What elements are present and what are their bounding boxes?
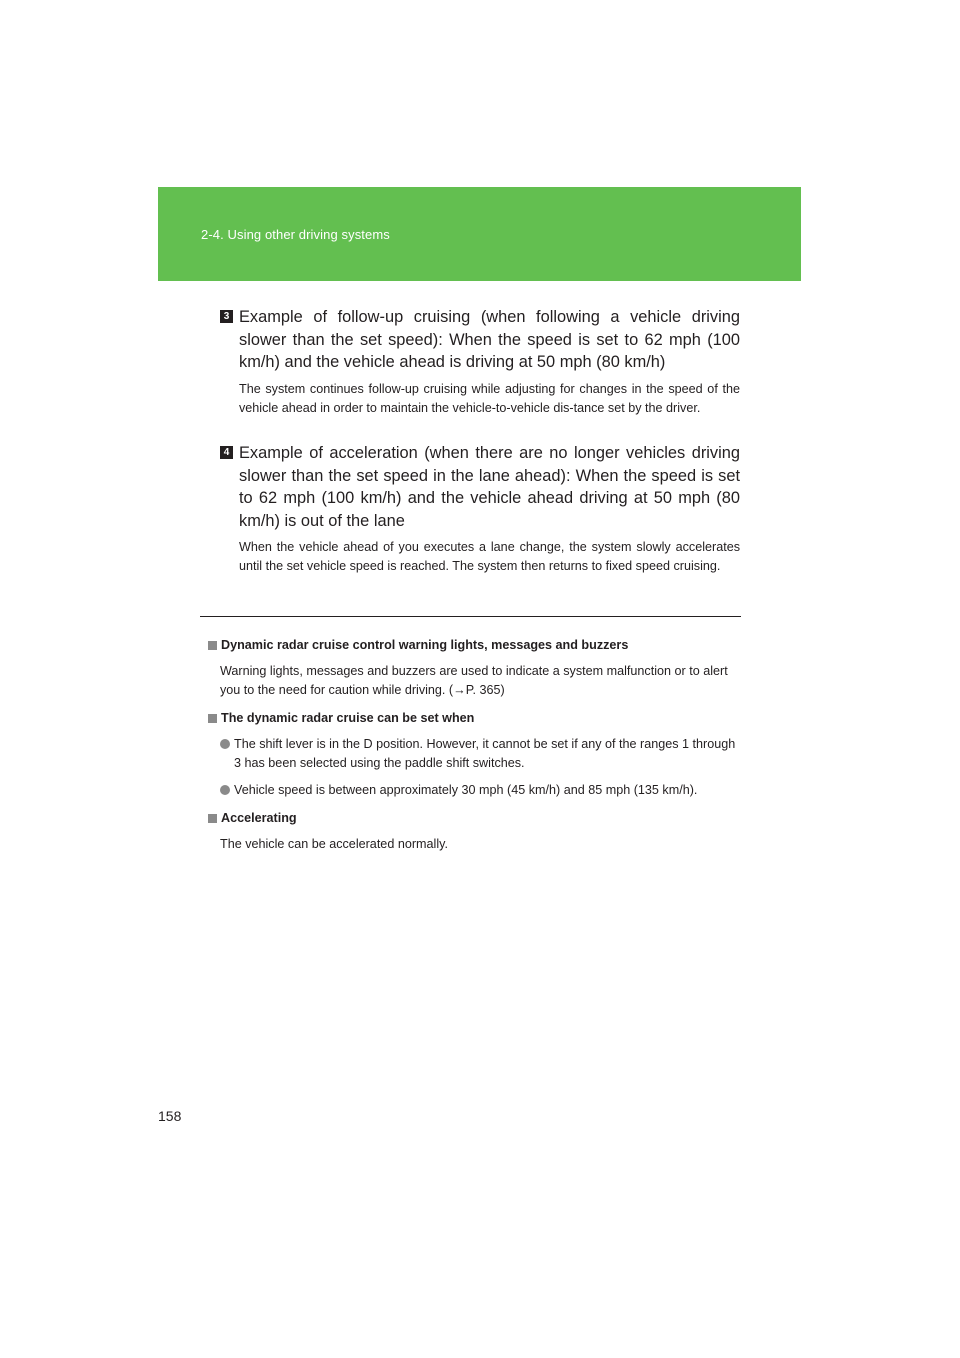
- step-number-badge: 3: [220, 310, 233, 323]
- note-heading: [208, 809, 740, 827]
- list-item: [220, 781, 740, 800]
- example-item-3: [220, 306, 740, 418]
- note-text: The vehicle can be accelerated normally.: [220, 837, 448, 851]
- note-title: The dynamic radar cruise can be set when: [221, 711, 475, 725]
- item-heading: Example of follow-up cruising (when following a vehicle driving slower than the set speed): When the speed is set to 62 mph (100 km/h) and the vehicle ahead is driving at 50 mph (80 km/h): [239, 308, 740, 371]
- item-heading: Example of acceleration (when there are no longer vehicles driving slower than the set speed in the lane ahead): When the speed is set to 62 mph (100 km/h) and the vehicle ahead driving at 50 mph (80 km/h) is out of the lane: [239, 444, 740, 530]
- note-heading: [208, 636, 740, 654]
- section-divider: [200, 616, 741, 617]
- circle-bullet-icon: [220, 785, 230, 795]
- example-item-4: [220, 442, 740, 577]
- item-body: The system continues follow-up cruising while adjusting for changes in the speed of the vehicle ahead in order to maintain the vehicle-to-vehicle dis-tance set by the driver.: [239, 381, 740, 415]
- section-title: 2-4. Using other driving systems: [201, 227, 390, 242]
- item-body: When the vehicle ahead of you executes a lane change, the system slowly accelerates until the set vehicle speed is reached. The system then returns to fixed speed cruising.: [239, 540, 740, 574]
- bullet-text: The shift lever is in the D position. However, it cannot be set if any of the ranges 1 through 3 has been selected using the paddle shift switches.: [234, 737, 736, 770]
- circle-bullet-icon: [220, 739, 230, 749]
- step-number-badge: 4: [220, 446, 233, 459]
- square-bullet-icon: [208, 641, 217, 650]
- note-title: Dynamic radar cruise control warning lights, messages and buzzers: [221, 638, 629, 652]
- list-item: [220, 735, 740, 773]
- page-number: 158: [158, 1108, 182, 1124]
- square-bullet-icon: [208, 714, 217, 723]
- section-header-band: [158, 187, 801, 281]
- square-bullet-icon: [208, 814, 217, 823]
- bullet-text: Vehicle speed is between approximately 30 mph (45 km/h) and 85 mph (135 km/h).: [234, 783, 698, 797]
- note-heading: [208, 709, 740, 727]
- note-title: Accelerating: [221, 811, 297, 825]
- notes-section: [208, 636, 740, 854]
- note-text: Warning lights, messages and buzzers are used to indicate a system malfunction or to alert you to the need for caution while driving. (→P. 365): [220, 664, 728, 697]
